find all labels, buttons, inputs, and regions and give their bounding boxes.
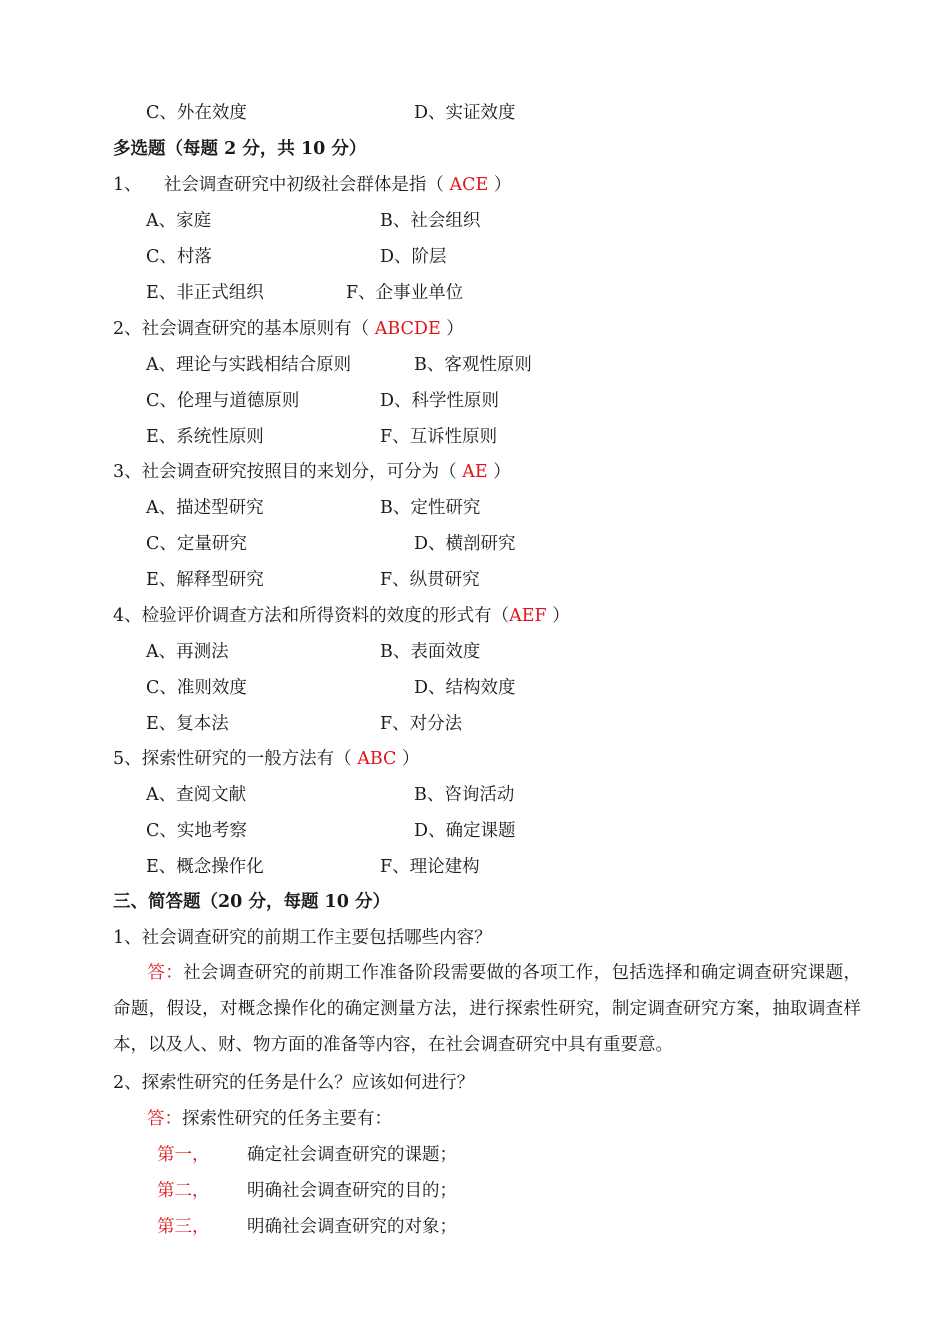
q2-option-d: D、科学性原则: [380, 391, 500, 411]
q1-option-e: E、非正式组织: [146, 283, 264, 303]
q4-option-b: B、表面效度: [380, 642, 481, 662]
task-1-label: 第一，: [157, 1145, 210, 1165]
q3-option-b: B、定性研究: [380, 498, 481, 518]
answer-key: AEF: [509, 606, 547, 626]
q4-option-a: A、再测法: [146, 642, 229, 662]
answer-key: ABC: [357, 749, 397, 769]
section-heading-short-answer: 三、简答题（20 分，每题 10 分）: [113, 892, 390, 912]
question-close: ）: [488, 175, 512, 195]
task-1-text: 确定社会调查研究的课题；: [247, 1145, 457, 1165]
answer-text: 社会调查研究的前期工作准备阶段需要做的各项工作，包括选择和确定调查研究课题，命题，假设，对概念操作化的确定测量方法，进行探索性研究，制定调查研究方案，抽取调查样本，以及人、财、物方面的准备等内容，在社会调查研究中具有重要意。: [113, 963, 862, 1055]
task-2-text: 明确社会调查研究的目的；: [247, 1181, 457, 1201]
question-1: [113, 174, 511, 196]
q1-option-a: A、家庭: [146, 211, 212, 231]
short-question-2: 2、探索性研究的任务是什么？应该如何进行？: [113, 1073, 475, 1093]
question-close: ）: [396, 749, 420, 769]
q1-option-f: F、企事业单位: [346, 283, 464, 303]
question-stem: 3、社会调查研究按照目的来划分，可分为（: [113, 462, 463, 482]
question-stem: 1、 社会调查研究中初级社会群体是指（: [113, 175, 450, 195]
q5-option-b: B、咨询活动: [414, 785, 515, 805]
q1-option-c: C、村落: [146, 247, 212, 267]
question-stem: 5、探索性研究的一般方法有（: [113, 749, 358, 769]
q5-option-a: A、查阅文献: [146, 785, 247, 805]
answer-label: 答：: [147, 963, 184, 983]
task-2-label: 第二，: [157, 1181, 210, 1201]
q3-option-c: C、定量研究: [146, 534, 247, 554]
q4-option-d: D、结构效度: [414, 678, 516, 698]
short-answer-2-intro: [147, 1108, 392, 1130]
q4-option-c: C、准则效度: [146, 678, 247, 698]
option-d: D、实证效度: [414, 103, 516, 123]
question-4: [113, 605, 570, 627]
q1-option-d: D、阶层: [380, 247, 447, 267]
q3-option-f: F、纵贯研究: [380, 570, 480, 590]
task-3-label: 第三，: [157, 1217, 210, 1237]
q2-option-e: E、系统性原则: [146, 427, 264, 447]
option-c: C、外在效度: [146, 103, 247, 123]
q5-option-d: D、确定课题: [414, 821, 516, 841]
q1-option-b: B、社会组织: [380, 211, 481, 231]
q2-option-f: F、互诉性原则: [380, 427, 498, 447]
task-3-text: 明确社会调查研究的对象；: [247, 1217, 457, 1237]
q5-option-f: F、理论建构: [380, 857, 480, 877]
question-close: ）: [487, 462, 511, 482]
question-2: [113, 318, 464, 340]
q3-option-e: E、解释型研究: [146, 570, 264, 590]
answer-key: ACE: [449, 175, 489, 195]
question-stem: 2、社会调查研究的基本原则有（: [113, 319, 375, 339]
q2-option-b: B、客观性原则: [414, 355, 532, 375]
short-answer-1: [113, 955, 861, 1063]
q3-option-a: A、描述型研究: [146, 498, 264, 518]
q2-option-a: A、理论与实践相结合原则: [146, 355, 352, 375]
short-question-1: 1、社会调查研究的前期工作主要包括哪些内容？: [113, 928, 492, 948]
question-close: ）: [546, 606, 570, 626]
question-stem: 4、检验评价调查方法和所得资料的效度的形式有（: [113, 606, 510, 626]
answer-key: AE: [462, 462, 488, 482]
answer-key: ABCDE: [374, 319, 441, 339]
question-5: [113, 748, 420, 770]
answer-text: 探索性研究的任务主要有：: [182, 1109, 392, 1129]
question-3: [113, 461, 511, 483]
q4-option-e: E、复本法: [146, 714, 229, 734]
q4-option-f: F、对分法: [380, 714, 463, 734]
q2-option-c: C、伦理与道德原则: [146, 391, 300, 411]
question-close: ）: [440, 319, 464, 339]
q3-option-d: D、横剖研究: [414, 534, 516, 554]
answer-label: 答：: [147, 1109, 182, 1129]
section-heading-multiple-choice: 多选题（每题 2 分，共 10 分）: [113, 139, 367, 159]
q5-option-e: E、概念操作化: [146, 857, 264, 877]
q5-option-c: C、实地考察: [146, 821, 247, 841]
